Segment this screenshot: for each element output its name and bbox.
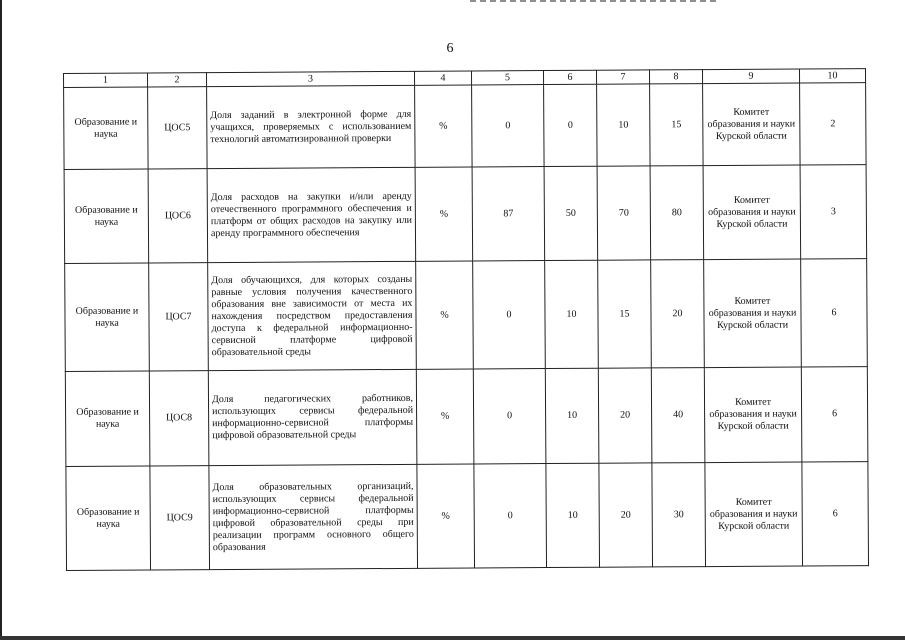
column-header: 10 xyxy=(799,69,865,83)
value-cell: 10 xyxy=(545,260,599,368)
value-cell: 40 xyxy=(651,368,705,463)
description-text: Доля педагогических работников, использующих сервисы федеральной информационно-сервисной платформы цифровой образовательной среды xyxy=(211,392,414,442)
page-number: 6 xyxy=(446,41,454,56)
responsible-cell: Комитет образования и науки Курской области xyxy=(704,367,802,463)
indicators-table xyxy=(63,68,869,571)
scan-edge-bottom xyxy=(0,636,905,640)
column-header: 6 xyxy=(543,70,596,84)
value-cell: 20 xyxy=(651,260,705,368)
value-cell: 20 xyxy=(598,368,652,463)
responsible-cell: Комитет образования и науки Курской области xyxy=(705,462,803,567)
value-cell: 0 xyxy=(473,369,546,464)
responsible-cell: Комитет образования и науки Курской области xyxy=(703,165,801,260)
column-header: 2 xyxy=(148,73,207,87)
value-cell: 10 xyxy=(546,463,600,567)
value-cell: 6 xyxy=(801,367,868,462)
value-cell: 0 xyxy=(474,464,547,568)
description-cell xyxy=(209,464,418,569)
value-cell: 10 xyxy=(545,368,599,463)
table-row xyxy=(64,83,866,170)
column-header: 7 xyxy=(596,70,649,84)
area-cell: Образование и наука xyxy=(64,169,149,264)
column-header: 4 xyxy=(414,71,471,85)
table-row xyxy=(65,367,868,467)
unit-cell: % xyxy=(416,261,474,369)
unit-cell: % xyxy=(415,167,473,261)
description-text: Доля обучающихся, для которых созданы равные условия получения качественного образования вне зависимости от места их нахождения посредством предоставления доступа к федеральной информационно-сервисной платформе цифровой образовательной среды xyxy=(211,273,413,358)
responsible-cell: Комитет образования и науки Курской области xyxy=(703,83,800,166)
column-header: 9 xyxy=(702,69,799,84)
area-cell: Образование и наука xyxy=(66,466,151,571)
value-cell: 80 xyxy=(650,166,704,260)
code-cell: ЦОС6 xyxy=(148,169,208,263)
column-header: 3 xyxy=(207,71,415,86)
description-text: Доля образовательных организаций, использующих сервисы федеральной информационно-сервисной платформы цифровой образовательной среды при реализации программ основного общего образования xyxy=(212,480,414,553)
value-cell: 0 xyxy=(544,84,597,166)
value-cell: 50 xyxy=(544,166,598,260)
value-cell: 70 xyxy=(597,166,651,260)
value-cell: 10 xyxy=(597,84,650,166)
area-cell: Образование и наука xyxy=(64,87,148,170)
column-header: 1 xyxy=(64,73,148,88)
unit-cell: % xyxy=(415,85,472,167)
value-cell: 15 xyxy=(650,84,703,166)
code-cell: ЦОС8 xyxy=(149,371,209,466)
value-cell: 30 xyxy=(652,463,706,567)
indicators-table-container xyxy=(63,69,865,571)
value-cell: 20 xyxy=(599,463,653,567)
area-cell: Образование и наука xyxy=(65,263,150,372)
value-cell: 6 xyxy=(801,259,868,367)
description-cell xyxy=(208,369,417,465)
code-cell: ЦОС5 xyxy=(148,87,207,169)
value-cell: 2 xyxy=(800,83,866,165)
description-cell xyxy=(207,85,415,168)
description-cell xyxy=(208,261,417,370)
value-cell: 15 xyxy=(598,260,652,368)
table-row xyxy=(66,462,869,571)
description-cell xyxy=(207,167,416,262)
description-text: Доля заданий в электронной форме для учащихся, проверяемых с использованием технологий автоматизированной проверки xyxy=(210,108,412,145)
unit-cell: % xyxy=(417,464,475,568)
code-cell: ЦОС7 xyxy=(149,263,209,371)
value-cell: 87 xyxy=(472,167,545,261)
value-cell: 0 xyxy=(473,261,546,369)
table-row xyxy=(65,259,868,372)
value-cell: 6 xyxy=(802,462,869,566)
unit-cell: % xyxy=(416,369,474,464)
scan-edge-left xyxy=(0,0,2,640)
scan-noise-top xyxy=(470,0,720,2)
value-cell: 3 xyxy=(800,165,867,259)
column-header: 8 xyxy=(649,70,702,84)
area-cell: Образование и наука xyxy=(65,371,150,467)
code-cell: ЦОС9 xyxy=(150,466,210,570)
responsible-cell: Комитет образования и науки Курской области xyxy=(704,259,802,368)
value-cell: 0 xyxy=(472,85,544,167)
table-row xyxy=(64,165,867,264)
column-header: 5 xyxy=(471,71,543,85)
description-text: Доля расходов на закупки и/или аренду отечественного программного обеспечения и платформ от общих расходов на закупку или аренду программного обеспечения xyxy=(210,190,412,239)
